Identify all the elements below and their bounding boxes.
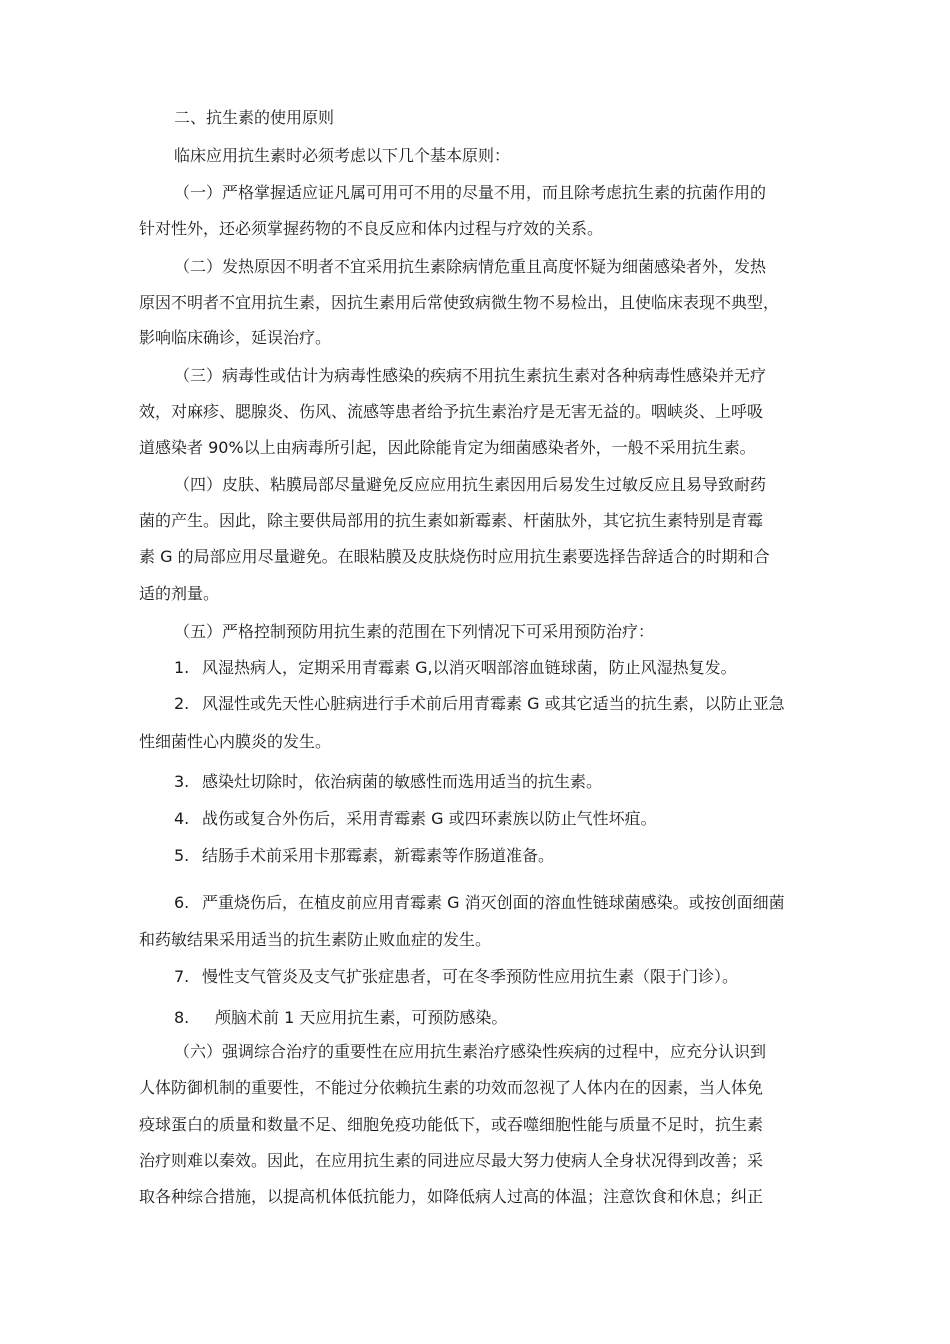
- list-number: 2.: [174, 694, 190, 713]
- list-item-text: 感染灶切除时，依治病菌的敏感性而选用适当的抗生素。: [202, 772, 603, 791]
- list-number: 1.: [174, 658, 190, 677]
- list-item-text: 颅脑术前 1 天应用抗生素，可预防感染。: [215, 1008, 508, 1027]
- document-page: 二、抗生素的使用原则 临床应用抗生素时必须考虑以下几个基本原则： （一）严格掌握适应证凡属可用可不用的尽量不用，而且除考虑抗生素的抗菌作用的 针对性外，还必须掌握药物的不良反应和体内过程与疗效的关系。 （二）发热原因不明者不宜采用抗生素除病情危重且高度怀疑为细菌感染者外，发热 原因不明者不宜用抗生素，因抗生素用后常使致病微生物不易检出，且使临床表现不典型， 影响临床确诊，延误治疗。 （三）病毒性或估计为病毒性感染的疾病不用抗生素抗生素对各种病毒性感染并无疗 效，对麻疹、腮腺炎、伤风、流感等患者给予抗生素治疗是无害无益的。咽峡炎、上呼吸 道感染者 90%以上由病毒所引起，因此除能肯定为细菌感染者外，一般不采用抗生素。 （四）皮肤、粘膜局部尽量避免反应应用抗生素因用后易发生过敏反应且易导致耐药 菌的产生。因此，除主要供局部用的抗生素如新霉素、杆菌肽外，其它抗生素特别是青霉 素 G 的局部应用尽量避免。在眼粘膜及皮肤烧伤时应用抗生素要选择告辞适合的时期和合 适的剂量。 （五）严格控制预防用抗生素的范围在下列情况下可采用预防治疗： 1. 风湿热病人，定期采用青霉素 G,以消灭咽部溶血链球菌，防止风湿热复发。 2. 风湿性或先天性心脏病进行手术前后用青霉素 G 或其它适当的抗生素，以防止亚急 性细菌性心内膜炎的发生。 3. 感染灶切除时，依治病菌的敏感性而选用适当的抗生素。 4. 战伤或复合外伤后，采用青霉素 G 或四环素族以防止气性坏疽。 5. 结肠手术前采用卡那霉素，新霉素等作肠道准备。 6. 严重烧伤后，在植皮前应用青霉素 G 消灭创面的溶血性链球菌感染。或按创面细菌 和药敏结果采用适当的抗生素防止败血症的发生。 7. 慢性支气管炎及支气扩张症患者，可在冬季预防性应用抗生素（限于门诊）。 8. 颅脑术前 1 天应用抗生素，可预防感染。 （六）强调综合治疗的重要性在应用抗生素治疗感染性疾病的过程中，应充分认识到 人体防御机制的重要性，不能过分依赖抗生素的功效而忽视了人体内在的因素，当人体免 疫球蛋白的质量和数量不足、细胞免疫功能低下，或吞噬细胞性能与质量不足时，抗生素 治疗则难以秦效。因此，在应用抗生素的同进应尽最大努力使病人全身状况得到改善；采 取各种综合措施，以提高机体低抗能力，如降低病人过高的体温；注意饮食和休息；纠正: [139, 108, 785, 1206]
- list-item-text: 结肠手术前采用卡那霉素，新霉素等作肠道准备。: [202, 846, 555, 865]
- list-number: 6.: [174, 893, 190, 912]
- list-item-text: 战伤或复合外伤后，采用青霉素 G 或四环素族以防止气性坏疽。: [202, 809, 657, 828]
- list-number: 7.: [174, 967, 190, 986]
- list-number: 4.: [174, 809, 190, 828]
- list-item-text: 风湿热病人，定期采用青霉素 G,以消灭咽部溶血链球菌，防止风湿热复发。: [202, 658, 737, 677]
- list-item-text: 慢性支气管炎及支气扩张症患者，可在冬季预防性应用抗生素（限于门诊）。: [202, 967, 739, 986]
- list-number: 3.: [174, 772, 190, 791]
- list-number: 5.: [174, 846, 190, 865]
- list-number: 8.: [174, 1008, 190, 1027]
- list-item-text: 严重烧伤后，在植皮前应用青霉素 G 消灭创面的溶血性链球菌感染。或按创面细菌: [202, 893, 785, 912]
- list-item-text: 风湿性或先天性心脏病进行手术前后用青霉素 G 或其它适当的抗生素，以防止亚急: [202, 694, 785, 713]
